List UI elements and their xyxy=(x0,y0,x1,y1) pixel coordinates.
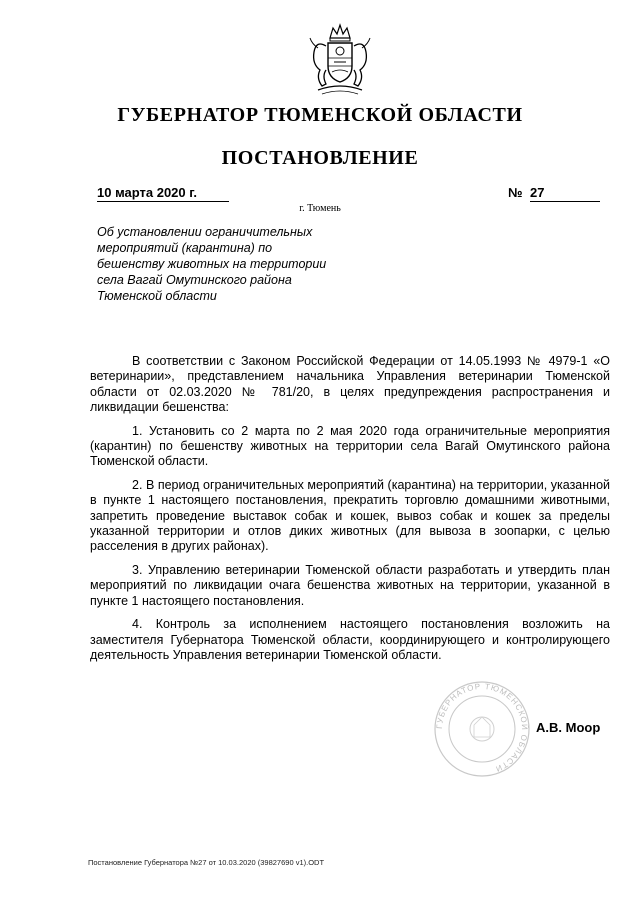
number-sign: № xyxy=(508,185,523,200)
subject-line: села Вагай Омутинского района xyxy=(97,273,292,287)
document-footer: Постановление Губернатора №27 от 10.03.2020 (39827690 v1).ODT xyxy=(88,858,325,867)
document-type-heading: ПОСТАНОВЛЕНИЕ xyxy=(221,147,419,169)
body-paragraph: В соответствии с Законом Российской Федерации от 14.05.1993 № 4979-1 «О ветеринарии», представлением начальника Управления ветеринарии Тюменской области от 02.03.2020 № 781/20, в целях предупреждения распространения и ликвидации бешенства: xyxy=(90,354,610,415)
document-city: г. Тюмень xyxy=(299,203,341,214)
signatory-name: А.В. Моор xyxy=(536,720,601,735)
seal-text: ГУБЕРНАТОР ТЮМЕНСКОЙ ОБЛАСТИ xyxy=(434,681,530,774)
governor-title: ГУБЕРНАТОР ТЮМЕНСКОЙ ОБЛАСТИ xyxy=(117,104,523,126)
number-value: 27 xyxy=(530,184,600,202)
subject-line: Тюменской области xyxy=(97,289,217,303)
body-paragraph: 3. Управлению ветеринарии Тюменской области разработать и утвердить план мероприятий по ликвидации очага бешенства животных на территории, указанной в пункте 1 настоящего постановления. xyxy=(90,562,610,608)
coat-of-arms-icon xyxy=(300,20,380,100)
body-paragraph: 4. Контроль за исполнением настоящего постановления возложить на заместителя Губернатора Тюменской области, координирующего и контролирующего деятельность Управления ветеринарии Тюменской области. xyxy=(90,617,610,662)
subject-line: бешенству животных на территории xyxy=(97,257,327,271)
official-seal-icon xyxy=(428,679,536,779)
subject-line: мероприятий (карантина) по xyxy=(97,241,273,255)
document-body xyxy=(90,354,610,671)
document-subject xyxy=(97,224,387,304)
document-date: 10 марта 2020 г. xyxy=(97,184,229,202)
body-paragraph: 1. Установить со 2 марта по 2 мая 2020 года ограничительные мероприятия (карантин) по бешенству животных на территории села Вагай Омутинского района Тюменской области. xyxy=(90,423,610,469)
body-paragraph: 2. В период ограничительных мероприятий (карантина) на территории, указанной в пункте 1 настоящего постановления, прекратить торговлю домашними животными, запретить проведение выставок собак и кошек, вывоз собак и кошек за пределы указанной территории и отлов диких животных (для вывоза в зоопарки, с целью расселения в других районах). xyxy=(90,477,610,554)
document-number xyxy=(508,184,604,202)
subject-line: Об установлении ограничительных xyxy=(97,225,313,239)
